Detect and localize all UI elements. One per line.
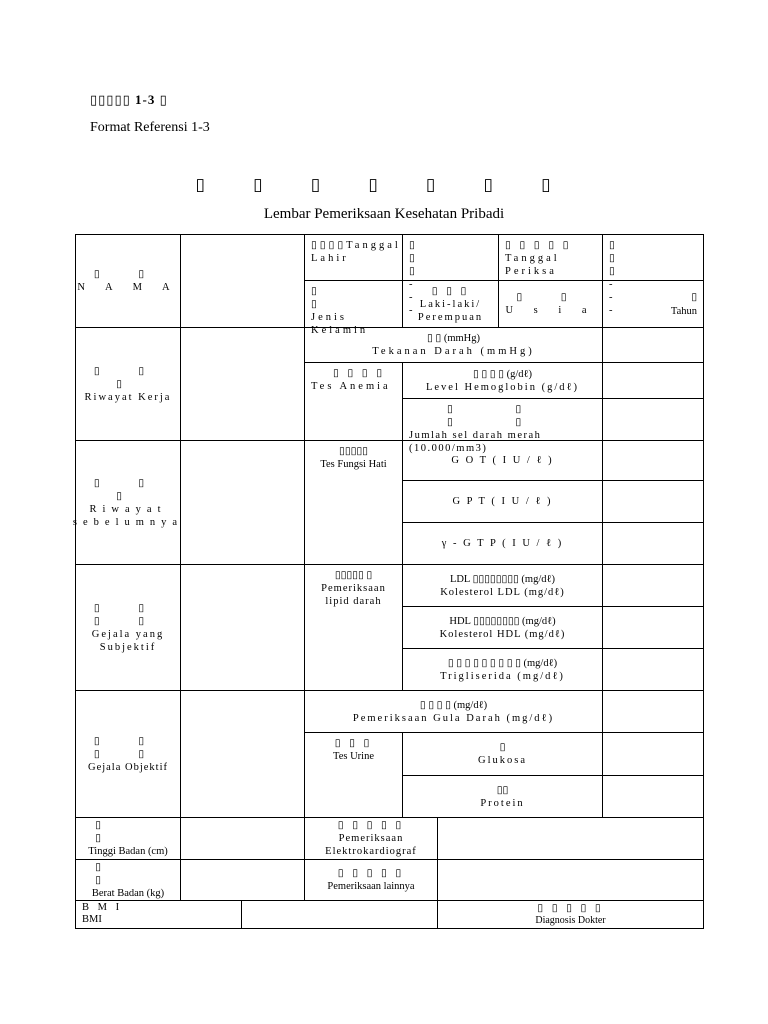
tinggi-badan-label-cell xyxy=(76,818,181,860)
gula-darah-jp: ▯ ▯ ▯ ▯ (mg/dℓ) xyxy=(419,699,488,711)
gula-darah-label: Pemeriksaan Gula Darah (mg/dℓ) xyxy=(352,712,555,724)
gejala-objektif-input[interactable] xyxy=(181,691,305,818)
form-title: Lembar Pemeriksaan Kesehatan Pribadi xyxy=(263,206,505,222)
sel-darah-jp: ▯ ▯ ▯ ▯ xyxy=(447,404,552,428)
usia-label: U s i a xyxy=(505,305,596,316)
protein-label-cell xyxy=(403,776,603,818)
tanggal-periksa-jp: ▯ ▯ ▯ ▯ ▯ xyxy=(505,240,572,251)
lipid-jp: ▯▯▯▯▯ ▯ xyxy=(334,570,373,581)
tanggal-periksa-date-dash: - - - xyxy=(609,279,641,316)
trigliserida-label: Trigliserida (mg/dℓ) xyxy=(440,670,565,682)
tes-urine-label: Tes Urine xyxy=(333,751,374,762)
bmi-jp: B M I xyxy=(82,902,123,913)
berat-badan-input[interactable] xyxy=(181,860,305,901)
got-label: G O T ( I U / ℓ ) xyxy=(451,455,554,466)
hdl-jp: HDL ▯▯▯▯▯▯▯▯ (mg/dℓ) xyxy=(449,615,556,627)
hdl-label: Kolesterol HDL (mg/dℓ) xyxy=(439,628,566,640)
glukosa-label: Glukosa xyxy=(478,755,527,766)
usia-jp: ▯ ▯ xyxy=(516,292,585,303)
lainnya-label-cell xyxy=(305,860,438,901)
gejala-subjektif-jp: ▯ ▯ ▯ ▯ xyxy=(93,602,163,627)
gpt-label: G P T ( I U / ℓ ) xyxy=(452,496,553,507)
diagnosis-label: Diagnosis Dokter xyxy=(535,914,606,926)
hemoglobin-input[interactable] xyxy=(603,363,703,399)
ekg-label-cell xyxy=(305,818,438,860)
reference-number-jp: ▯▯▯▯▯ 1-3 ▯ xyxy=(90,92,168,107)
hdl-input[interactable] xyxy=(603,607,703,649)
ldl-label: Kolesterol LDL (mg/dℓ) xyxy=(440,586,565,598)
berat-badan-label-cell xyxy=(76,860,181,901)
sel-darah-label: Jumlah sel darah merah (10.000/mm3) xyxy=(409,430,542,454)
tes-urine-label-cell xyxy=(305,733,403,818)
trigliserida-jp: ▯ ▯ ▯ ▯ ▯ ▯ ▯ ▯ ▯ (mg/dℓ) xyxy=(447,657,558,669)
trigliserida-label-cell xyxy=(403,649,603,691)
bmi-label: BMI xyxy=(82,914,102,925)
riwayat-sebelumnya-jp: ▯ ▯ ▯ xyxy=(93,477,163,502)
usia-label-cell xyxy=(499,281,603,328)
gpt-input[interactable] xyxy=(603,481,703,523)
got-label-cell xyxy=(403,441,603,481)
health-check-form xyxy=(72,234,704,929)
jenis-kelamin-jp: ▯ ▯ xyxy=(311,286,387,310)
bmi-input[interactable] xyxy=(242,901,438,928)
gtp-input[interactable] xyxy=(603,523,703,565)
lainnya-label: Pemeriksaan lainnya xyxy=(327,881,415,892)
tanggal-lahir-label: Tanggal Lahir xyxy=(311,240,401,264)
tes-anemia-label-cell xyxy=(305,363,403,441)
hemoglobin-label-cell xyxy=(403,363,603,399)
protein-label: Protein xyxy=(480,797,525,809)
glukosa-label-cell xyxy=(403,733,603,776)
gejala-subjektif-label-cell xyxy=(76,565,181,691)
lipid-label: Pemeriksaan lipid darah xyxy=(321,583,386,607)
glukosa-jp: ▯ xyxy=(499,742,506,753)
glukosa-input[interactable] xyxy=(603,733,703,776)
tanggal-periksa-date-jp: ▯ ▯ ▯ xyxy=(609,240,643,277)
gula-darah-input[interactable] xyxy=(603,691,703,733)
hemoglobin-label: Level Hemoglobin (g/dℓ) xyxy=(425,381,580,393)
gpt-label-cell xyxy=(403,481,603,523)
tanggal-lahir-jp: ▯▯▯▯ xyxy=(311,240,347,251)
riwayat-kerja-jp: ▯ ▯ ▯ xyxy=(93,365,163,390)
tekanan-darah-jp: ▯ ▯ (mmHg) xyxy=(427,333,480,344)
ldl-jp: LDL ▯▯▯▯▯▯▯▯ (mg/dℓ) xyxy=(449,573,556,585)
tes-anemia-jp: ▯ ▯ ▯ ▯ xyxy=(333,368,385,379)
gejala-subjektif-input[interactable] xyxy=(181,565,305,691)
riwayat-sebelumnya-label-cell xyxy=(72,441,184,565)
gtp-label-cell xyxy=(403,523,603,565)
tekanan-darah-label-cell xyxy=(305,328,603,363)
jenis-kelamin-label: Jenis Kelamin xyxy=(311,312,369,336)
nama-label: N A M A xyxy=(77,282,179,293)
trigliserida-input[interactable] xyxy=(603,649,703,691)
tanggal-periksa-label-cell xyxy=(499,235,603,281)
tinggi-badan-label: Tinggi Badan (cm) xyxy=(88,846,168,857)
diagnosis-label-cell[interactable] xyxy=(438,901,703,928)
usia-unit-jp: ▯ xyxy=(691,292,697,303)
jenis-kelamin-value: Laki-laki/ Perempuan xyxy=(417,298,484,323)
riwayat-kerja-label: Riwayat Kerja xyxy=(84,391,172,403)
tinggi-badan-jp: ▯ ▯ xyxy=(95,820,161,844)
jenis-kelamin-label-cell xyxy=(305,281,403,336)
gula-darah-label-cell xyxy=(305,691,603,733)
diagnosis-jp: ▯ ▯ ▯ ▯ ▯ xyxy=(537,902,604,914)
hdl-label-cell xyxy=(403,607,603,649)
fungsi-hati-label-cell xyxy=(305,441,403,565)
ekg-label: Pemeriksaan Elektrokardiograf xyxy=(325,833,417,857)
ekg-jp: ▯ ▯ ▯ ▯ ▯ xyxy=(337,820,405,831)
tinggi-badan-input[interactable] xyxy=(181,818,305,860)
ekg-input[interactable] xyxy=(438,818,703,860)
fungsi-hati-jp: ▯▯▯▯▯ xyxy=(339,446,368,457)
lipid-label-cell xyxy=(305,565,403,691)
gejala-objektif-label: Gejala Objektif xyxy=(87,761,168,773)
riwayat-sebelumnya-label: Riwayat sebelumnya xyxy=(72,503,184,528)
protein-input[interactable] xyxy=(603,776,703,818)
usia-input[interactable] xyxy=(603,281,703,328)
riwayat-kerja-label-cell xyxy=(76,328,181,441)
tanggal-lahir-date-jp: ▯ ▯ ▯ xyxy=(409,240,443,277)
riwayat-sebelumnya-input[interactable] xyxy=(181,441,305,565)
riwayat-kerja-input[interactable] xyxy=(181,328,305,441)
reference-number: Format Referensi 1-3 xyxy=(90,120,210,135)
got-input[interactable] xyxy=(603,441,703,481)
fungsi-hati-label: Tes Fungsi Hati xyxy=(320,459,387,470)
berat-badan-label: Berat Badan (kg) xyxy=(91,887,165,899)
bmi-label-cell xyxy=(76,901,242,928)
hemoglobin-jp: ▯ ▯ ▯ ▯ (g/dℓ) xyxy=(472,368,533,380)
gejala-subjektif-label: Gejala yang Subjektif xyxy=(91,628,165,653)
tanggal-lahir-date-dash: - - - xyxy=(409,279,441,316)
nama-jp: ▯ ▯ xyxy=(93,269,163,280)
tes-anemia-label: Tes Anemia xyxy=(311,381,391,392)
ldl-input[interactable] xyxy=(603,565,703,607)
form-title-jp: ▯ ▯ ▯ ▯ ▯ ▯ ▯ xyxy=(195,175,573,194)
sel-darah-label-cell xyxy=(403,399,603,454)
gtp-label: γ - G T P ( I U / ℓ ) xyxy=(441,538,564,549)
tanggal-periksa-label: Tanggal Periksa xyxy=(505,253,560,277)
ldl-label-cell xyxy=(403,565,603,607)
gejala-objektif-label-cell xyxy=(76,691,181,818)
tekanan-darah-label: Tekanan Darah (mmHg) xyxy=(372,346,535,357)
berat-badan-jp: ▯ ▯ xyxy=(95,861,161,886)
gejala-objektif-jp: ▯ ▯ ▯ ▯ xyxy=(93,735,163,760)
sel-darah-input[interactable] xyxy=(603,399,703,441)
jenis-kelamin-input[interactable] xyxy=(403,281,499,328)
lainnya-input[interactable] xyxy=(438,860,703,901)
nama-input[interactable] xyxy=(181,235,305,328)
tanggal-lahir-label-cell xyxy=(305,235,403,281)
lainnya-jp: ▯ ▯ ▯ ▯ ▯ xyxy=(337,868,405,879)
protein-jp: ▯▯ xyxy=(496,784,509,796)
tekanan-darah-input[interactable] xyxy=(603,328,703,363)
nama-label-cell xyxy=(76,235,181,328)
usia-unit: Tahun xyxy=(670,306,697,317)
tes-urine-jp: ▯ ▯ ▯ xyxy=(334,738,373,749)
jenis-kelamin-value-jp: ▯ ▯ ▯ xyxy=(431,285,470,297)
